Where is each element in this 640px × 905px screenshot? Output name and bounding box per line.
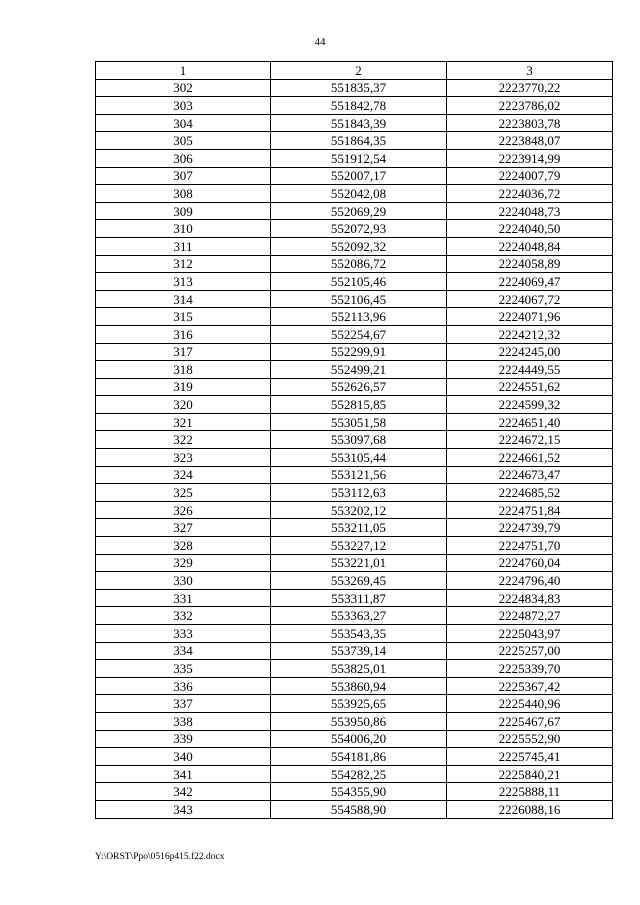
point-number-cell: 304 xyxy=(96,114,271,132)
point-number-cell: 303 xyxy=(96,97,271,115)
point-number-cell: 331 xyxy=(96,589,271,607)
y-coordinate-cell: 2224551,62 xyxy=(447,378,613,396)
table-row xyxy=(96,431,613,449)
x-coordinate-cell: 554006,20 xyxy=(271,730,447,748)
y-coordinate-cell: 2224048,73 xyxy=(447,202,613,220)
point-number-cell: 321 xyxy=(96,413,271,431)
y-coordinate-cell: 2224685,52 xyxy=(447,484,613,502)
table-row xyxy=(96,730,613,748)
table-row xyxy=(96,79,613,97)
page-number: 44 xyxy=(314,36,326,48)
x-coordinate-cell: 552113,96 xyxy=(271,308,447,326)
point-number-cell: 326 xyxy=(96,501,271,519)
point-number-cell: 315 xyxy=(96,308,271,326)
y-coordinate-cell: 2224069,47 xyxy=(447,273,613,291)
point-number-cell: 328 xyxy=(96,537,271,555)
x-coordinate-cell: 553925,65 xyxy=(271,695,447,713)
x-coordinate-cell: 552254,67 xyxy=(271,325,447,343)
y-coordinate-cell: 2224599,32 xyxy=(447,396,613,414)
y-coordinate-cell: 2224760,04 xyxy=(447,554,613,572)
y-coordinate-cell: 2224449,55 xyxy=(447,361,613,379)
x-coordinate-cell: 553105,44 xyxy=(271,449,447,467)
header-cell-1: 1 xyxy=(96,62,271,80)
x-coordinate-cell: 553097,68 xyxy=(271,431,447,449)
table-row xyxy=(96,466,613,484)
table-row xyxy=(96,642,613,660)
y-coordinate-cell: 2223914,99 xyxy=(447,149,613,167)
x-coordinate-cell: 553543,35 xyxy=(271,625,447,643)
y-coordinate-cell: 2224067,72 xyxy=(447,290,613,308)
x-coordinate-cell: 553269,45 xyxy=(271,572,447,590)
point-number-cell: 327 xyxy=(96,519,271,537)
point-number-cell: 309 xyxy=(96,202,271,220)
x-coordinate-cell: 552072,93 xyxy=(271,220,447,238)
y-coordinate-cell: 2224739,79 xyxy=(447,519,613,537)
point-number-cell: 339 xyxy=(96,730,271,748)
table-row xyxy=(96,167,613,185)
table-row xyxy=(96,97,613,115)
y-coordinate-cell: 2224071,96 xyxy=(447,308,613,326)
point-number-cell: 329 xyxy=(96,554,271,572)
x-coordinate-cell: 554181,86 xyxy=(271,748,447,766)
x-coordinate-cell: 552499,21 xyxy=(271,361,447,379)
point-number-cell: 316 xyxy=(96,325,271,343)
x-coordinate-cell: 554282,25 xyxy=(271,765,447,783)
point-number-cell: 308 xyxy=(96,185,271,203)
y-coordinate-cell: 2224751,84 xyxy=(447,501,613,519)
header-cell-3: 3 xyxy=(447,62,613,80)
x-coordinate-cell: 553739,14 xyxy=(271,642,447,660)
point-number-cell: 314 xyxy=(96,290,271,308)
y-coordinate-cell: 2225043,97 xyxy=(447,625,613,643)
point-number-cell: 323 xyxy=(96,449,271,467)
y-coordinate-cell: 2223848,07 xyxy=(447,132,613,150)
table-row xyxy=(96,132,613,150)
point-number-cell: 306 xyxy=(96,149,271,167)
x-coordinate-cell: 552069,29 xyxy=(271,202,447,220)
y-coordinate-cell: 2225467,67 xyxy=(447,712,613,730)
point-number-cell: 340 xyxy=(96,748,271,766)
point-number-cell: 310 xyxy=(96,220,271,238)
x-coordinate-cell: 551843,39 xyxy=(271,114,447,132)
y-coordinate-cell: 2223786,02 xyxy=(447,97,613,115)
y-coordinate-cell: 2224796,40 xyxy=(447,572,613,590)
x-coordinate-cell: 552042,08 xyxy=(271,185,447,203)
table-row xyxy=(96,783,613,801)
point-number-cell: 334 xyxy=(96,642,271,660)
table-row xyxy=(96,325,613,343)
point-number-cell: 337 xyxy=(96,695,271,713)
y-coordinate-cell: 2224661,52 xyxy=(447,449,613,467)
x-coordinate-cell: 553112,63 xyxy=(271,484,447,502)
x-coordinate-cell: 552007,17 xyxy=(271,167,447,185)
y-coordinate-cell: 2226088,16 xyxy=(447,800,613,818)
point-number-cell: 307 xyxy=(96,167,271,185)
table-row xyxy=(96,765,613,783)
y-coordinate-cell: 2224872,27 xyxy=(447,607,613,625)
coordinates-table xyxy=(95,61,613,819)
table-row xyxy=(96,449,613,467)
point-number-cell: 333 xyxy=(96,625,271,643)
point-number-cell: 336 xyxy=(96,677,271,695)
x-coordinate-cell: 552086,72 xyxy=(271,255,447,273)
x-coordinate-cell: 552092,32 xyxy=(271,237,447,255)
table-row xyxy=(96,220,613,238)
table-row xyxy=(96,677,613,695)
table-row xyxy=(96,625,613,643)
y-coordinate-cell: 2225257,00 xyxy=(447,642,613,660)
table-row xyxy=(96,396,613,414)
point-number-cell: 322 xyxy=(96,431,271,449)
point-number-cell: 343 xyxy=(96,800,271,818)
x-coordinate-cell: 551842,78 xyxy=(271,97,447,115)
y-coordinate-cell: 2224651,40 xyxy=(447,413,613,431)
point-number-cell: 341 xyxy=(96,765,271,783)
y-coordinate-cell: 2224751,70 xyxy=(447,537,613,555)
y-coordinate-cell: 2225440,96 xyxy=(447,695,613,713)
point-number-cell: 313 xyxy=(96,273,271,291)
file-path-footer: Y:\ORST\Ppo\0516p415.f22.docx xyxy=(95,852,225,862)
table-row xyxy=(96,695,613,713)
x-coordinate-cell: 553311,87 xyxy=(271,589,447,607)
x-coordinate-cell: 552299,91 xyxy=(271,343,447,361)
table-row xyxy=(96,237,613,255)
y-coordinate-cell: 2223803,78 xyxy=(447,114,613,132)
point-number-cell: 311 xyxy=(96,237,271,255)
point-number-cell: 302 xyxy=(96,79,271,97)
point-number-cell: 338 xyxy=(96,712,271,730)
x-coordinate-cell: 551864,35 xyxy=(271,132,447,150)
table-row xyxy=(96,413,613,431)
table-row xyxy=(96,149,613,167)
x-coordinate-cell: 552105,46 xyxy=(271,273,447,291)
y-coordinate-cell: 2223770,22 xyxy=(447,79,613,97)
point-number-cell: 324 xyxy=(96,466,271,484)
table-row xyxy=(96,343,613,361)
y-coordinate-cell: 2225367,42 xyxy=(447,677,613,695)
y-coordinate-cell: 2224672,15 xyxy=(447,431,613,449)
header-row xyxy=(96,62,613,80)
point-number-cell: 318 xyxy=(96,361,271,379)
table-body xyxy=(96,79,613,818)
x-coordinate-cell: 553211,05 xyxy=(271,519,447,537)
x-coordinate-cell: 553950,86 xyxy=(271,712,447,730)
table-row xyxy=(96,537,613,555)
y-coordinate-cell: 2224058,89 xyxy=(447,255,613,273)
point-number-cell: 330 xyxy=(96,572,271,590)
x-coordinate-cell: 553221,01 xyxy=(271,554,447,572)
table-row xyxy=(96,202,613,220)
table-row xyxy=(96,114,613,132)
y-coordinate-cell: 2224212,32 xyxy=(447,325,613,343)
x-coordinate-cell: 552626,57 xyxy=(271,378,447,396)
point-number-cell: 319 xyxy=(96,378,271,396)
y-coordinate-cell: 2225339,70 xyxy=(447,660,613,678)
x-coordinate-cell: 552106,45 xyxy=(271,290,447,308)
table-row xyxy=(96,290,613,308)
table-header xyxy=(96,62,613,80)
table-row xyxy=(96,589,613,607)
table-row xyxy=(96,484,613,502)
y-coordinate-cell: 2225840,21 xyxy=(447,765,613,783)
table-row xyxy=(96,185,613,203)
point-number-cell: 305 xyxy=(96,132,271,150)
x-coordinate-cell: 551912,54 xyxy=(271,149,447,167)
y-coordinate-cell: 2225888,11 xyxy=(447,783,613,801)
x-coordinate-cell: 553825,01 xyxy=(271,660,447,678)
x-coordinate-cell: 553860,94 xyxy=(271,677,447,695)
y-coordinate-cell: 2224048,84 xyxy=(447,237,613,255)
x-coordinate-cell: 552815,85 xyxy=(271,396,447,414)
table-row xyxy=(96,572,613,590)
point-number-cell: 320 xyxy=(96,396,271,414)
y-coordinate-cell: 2224007,79 xyxy=(447,167,613,185)
x-coordinate-cell: 551835,37 xyxy=(271,79,447,97)
table-row xyxy=(96,519,613,537)
y-coordinate-cell: 2225552,90 xyxy=(447,730,613,748)
header-cell-2: 2 xyxy=(271,62,447,80)
table-row xyxy=(96,273,613,291)
table-row xyxy=(96,361,613,379)
table-row xyxy=(96,800,613,818)
x-coordinate-cell: 554588,90 xyxy=(271,800,447,818)
point-number-cell: 342 xyxy=(96,783,271,801)
table-row xyxy=(96,378,613,396)
y-coordinate-cell: 2224834,83 xyxy=(447,589,613,607)
x-coordinate-cell: 553121,56 xyxy=(271,466,447,484)
table-row xyxy=(96,255,613,273)
table-row xyxy=(96,607,613,625)
x-coordinate-cell: 553051,58 xyxy=(271,413,447,431)
point-number-cell: 335 xyxy=(96,660,271,678)
x-coordinate-cell: 553227,12 xyxy=(271,537,447,555)
y-coordinate-cell: 2224040,50 xyxy=(447,220,613,238)
y-coordinate-cell: 2224673,47 xyxy=(447,466,613,484)
x-coordinate-cell: 554355,90 xyxy=(271,783,447,801)
table-row xyxy=(96,712,613,730)
point-number-cell: 312 xyxy=(96,255,271,273)
y-coordinate-cell: 2224036,72 xyxy=(447,185,613,203)
point-number-cell: 317 xyxy=(96,343,271,361)
point-number-cell: 332 xyxy=(96,607,271,625)
y-coordinate-cell: 2225745,41 xyxy=(447,748,613,766)
table-row xyxy=(96,308,613,326)
y-coordinate-cell: 2224245,00 xyxy=(447,343,613,361)
table-row xyxy=(96,660,613,678)
x-coordinate-cell: 553202,12 xyxy=(271,501,447,519)
table-row xyxy=(96,501,613,519)
x-coordinate-cell: 553363,27 xyxy=(271,607,447,625)
point-number-cell: 325 xyxy=(96,484,271,502)
table-row xyxy=(96,554,613,572)
table-row xyxy=(96,748,613,766)
